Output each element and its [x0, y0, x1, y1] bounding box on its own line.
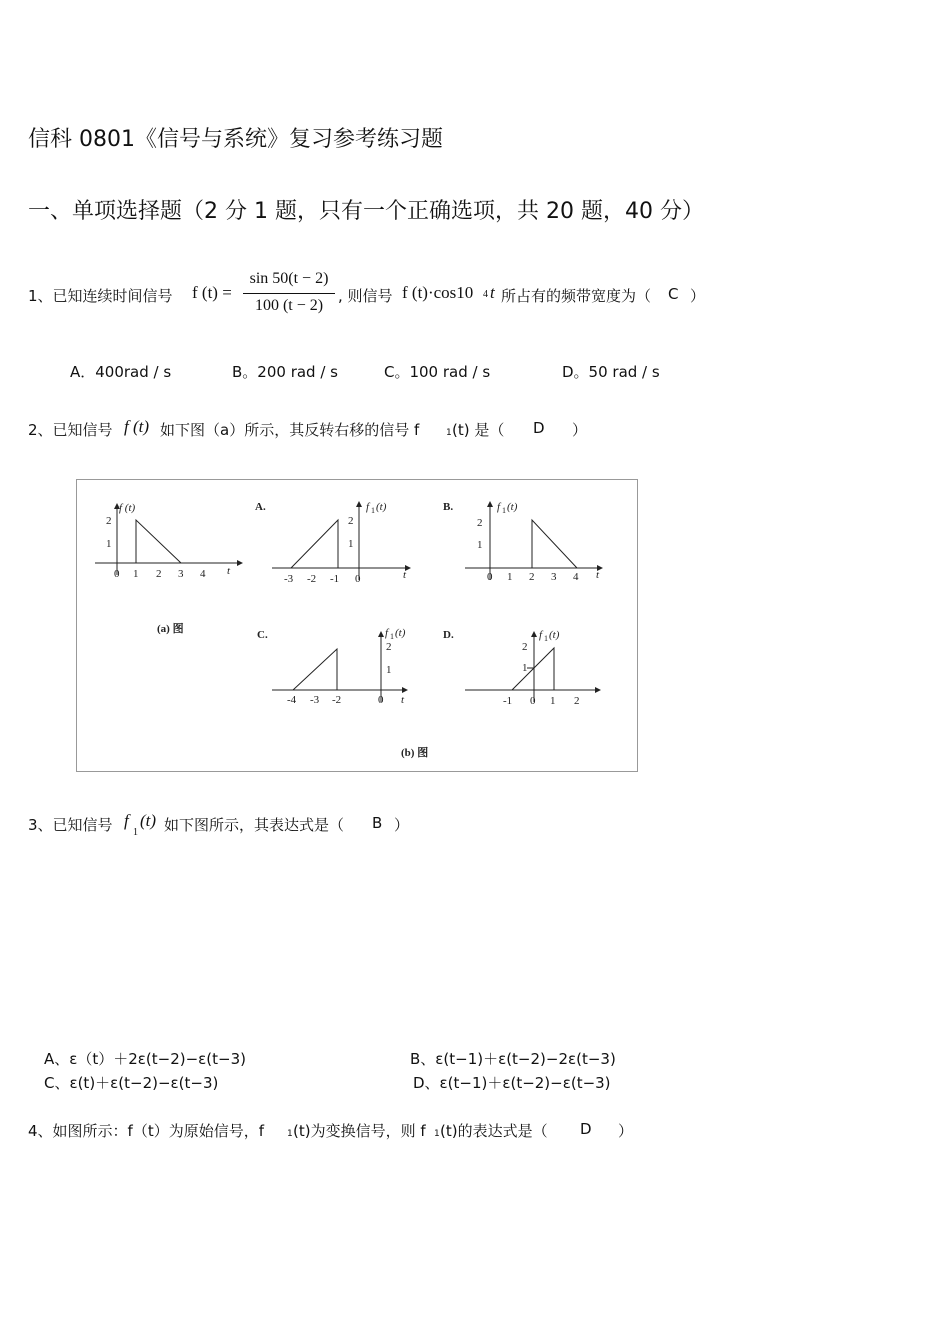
svg-text:0: 0: [530, 695, 536, 707]
label-C: C.: [257, 629, 268, 641]
q1-option-b: B。200 rad / s: [232, 363, 338, 381]
svg-text:1: 1: [507, 571, 513, 583]
svg-text:2: 2: [156, 568, 162, 580]
svg-text:2: 2: [106, 515, 112, 527]
caption-a: (a) 图: [157, 623, 184, 635]
svg-text:t: t: [401, 694, 405, 706]
svg-text:(t): (t): [507, 501, 518, 513]
svg-text:1: 1: [106, 538, 112, 550]
svg-text:1: 1: [386, 664, 392, 676]
q2-answer: D: [533, 419, 545, 437]
svg-text:4: 4: [573, 571, 579, 583]
label-B: B.: [443, 501, 454, 513]
q2-close: ）: [572, 421, 588, 439]
svg-text:(t): (t): [549, 629, 560, 641]
q1-lhs: f (t) =: [192, 283, 232, 302]
q4-answer: D: [580, 1120, 592, 1138]
svg-text:2: 2: [529, 571, 535, 583]
svg-text:2: 2: [522, 641, 528, 653]
q3-prefix: 3、已知信号: [28, 816, 113, 834]
label-A: A.: [255, 501, 266, 513]
q1-suffix: 所占有的频带宽度为（: [501, 287, 652, 305]
svg-text:f: f: [366, 501, 370, 513]
svg-text:0: 0: [378, 694, 384, 706]
svg-text:1: 1: [371, 506, 375, 515]
q1-numerator: sin 50(t − 2): [249, 270, 329, 287]
q1-denominator: 100 (t − 2): [254, 297, 324, 314]
svg-text:1: 1: [348, 538, 354, 550]
q1-expr: f (t)·cos10: [402, 283, 474, 302]
svg-text:1: 1: [522, 662, 528, 674]
fig-a-fn-label: f (t): [119, 502, 136, 514]
page-title: 信科 0801《信号与系统》复习参考练习题: [28, 127, 443, 152]
svg-text:1: 1: [550, 695, 556, 707]
svg-text:t: t: [403, 569, 407, 581]
svg-text:-3: -3: [284, 573, 294, 585]
svg-text:3: 3: [178, 568, 184, 580]
q4-prefix: 4、如图所示：f（t）为原始信号，f: [28, 1122, 264, 1140]
q1-option-a: A．400rad / s: [70, 363, 172, 381]
svg-text:1: 1: [544, 634, 548, 643]
q3-close: ）: [394, 816, 410, 834]
svg-text:f: f: [539, 629, 543, 641]
svg-text:f: f: [497, 501, 501, 513]
svg-text:0: 0: [355, 573, 361, 585]
svg-text:-2: -2: [307, 573, 317, 585]
q1-t: t: [490, 283, 495, 302]
q4-sub2: 1: [434, 1129, 440, 1139]
q4-sub1: 1: [287, 1129, 293, 1139]
svg-text:-3: -3: [310, 694, 320, 706]
q3-sub: 1: [133, 827, 138, 838]
svg-text:-4: -4: [287, 694, 297, 706]
q3-func: f: [124, 811, 129, 830]
svg-text:(t): (t): [376, 501, 387, 513]
q3-option-d: D、ε(t−1)＋ε(t−2)−ε(t−3): [413, 1074, 611, 1092]
q2-mid2: (t) 是（: [452, 421, 505, 439]
q2-sub: 1: [446, 428, 452, 438]
svg-text:-1: -1: [503, 695, 513, 707]
svg-text:2: 2: [477, 517, 483, 529]
svg-text:1: 1: [133, 568, 139, 580]
q4-mid2: (t)的表达式是（: [440, 1122, 548, 1140]
svg-text:4: 4: [200, 568, 206, 580]
signal-figure: [76, 479, 638, 772]
q1-option-d: D。50 rad / s: [562, 363, 660, 381]
q1-answer: C: [668, 285, 679, 303]
q3-mid: 如下图所示，其表达式是（: [164, 816, 345, 834]
label-D: D.: [443, 629, 454, 641]
q2-prefix: 2、已知信号: [28, 421, 113, 439]
q3-option-a: A、ε（t）＋2ε(t−2)−ε(t−3): [44, 1050, 246, 1068]
q1-exponent: 4: [483, 289, 488, 300]
svg-text:t: t: [596, 569, 600, 581]
q1-mid: , 则信号: [338, 287, 393, 305]
q2-mid: 如下图（a）所示，其反转右移的信号 f: [160, 421, 420, 439]
svg-text:0: 0: [487, 571, 493, 583]
q1-option-c: C。100 rad / s: [384, 363, 491, 381]
svg-text:1: 1: [390, 632, 394, 641]
section-heading: 一、单项选择题（2 分 1 题，只有一个正确选项，共 20 题，40 分）: [28, 199, 704, 224]
q3-option-b: B、ε(t−1)＋ε(t−2)−2ε(t−3): [410, 1050, 616, 1068]
caption-b: (b) 图: [401, 747, 429, 759]
svg-text:f: f: [385, 627, 389, 639]
svg-text:-1: -1: [330, 573, 340, 585]
svg-text:(t): (t): [395, 627, 406, 639]
q2-func: f (t): [124, 417, 150, 436]
svg-text:2: 2: [574, 695, 580, 707]
q4-close: ）: [618, 1122, 634, 1140]
svg-text:0: 0: [114, 568, 120, 580]
svg-text:-2: -2: [332, 694, 342, 706]
q1-prefix: 1、已知连续时间信号: [28, 287, 173, 305]
svg-text:1: 1: [477, 539, 483, 551]
q3-answer: B: [372, 814, 383, 832]
q3-option-c: C、ε(t)＋ε(t−2)−ε(t−3): [44, 1074, 219, 1092]
svg-text:2: 2: [386, 641, 392, 653]
svg-text:t: t: [227, 565, 231, 577]
svg-text:1: 1: [502, 506, 506, 515]
svg-text:2: 2: [348, 515, 354, 527]
svg-text:3: 3: [551, 571, 557, 583]
fraction-bar: [243, 293, 335, 294]
figure-svg: [77, 480, 637, 771]
q4-mid: (t)为变换信号，则 f: [293, 1122, 426, 1140]
q1-close: ）: [690, 287, 706, 305]
q3-paren: (t): [140, 811, 157, 830]
